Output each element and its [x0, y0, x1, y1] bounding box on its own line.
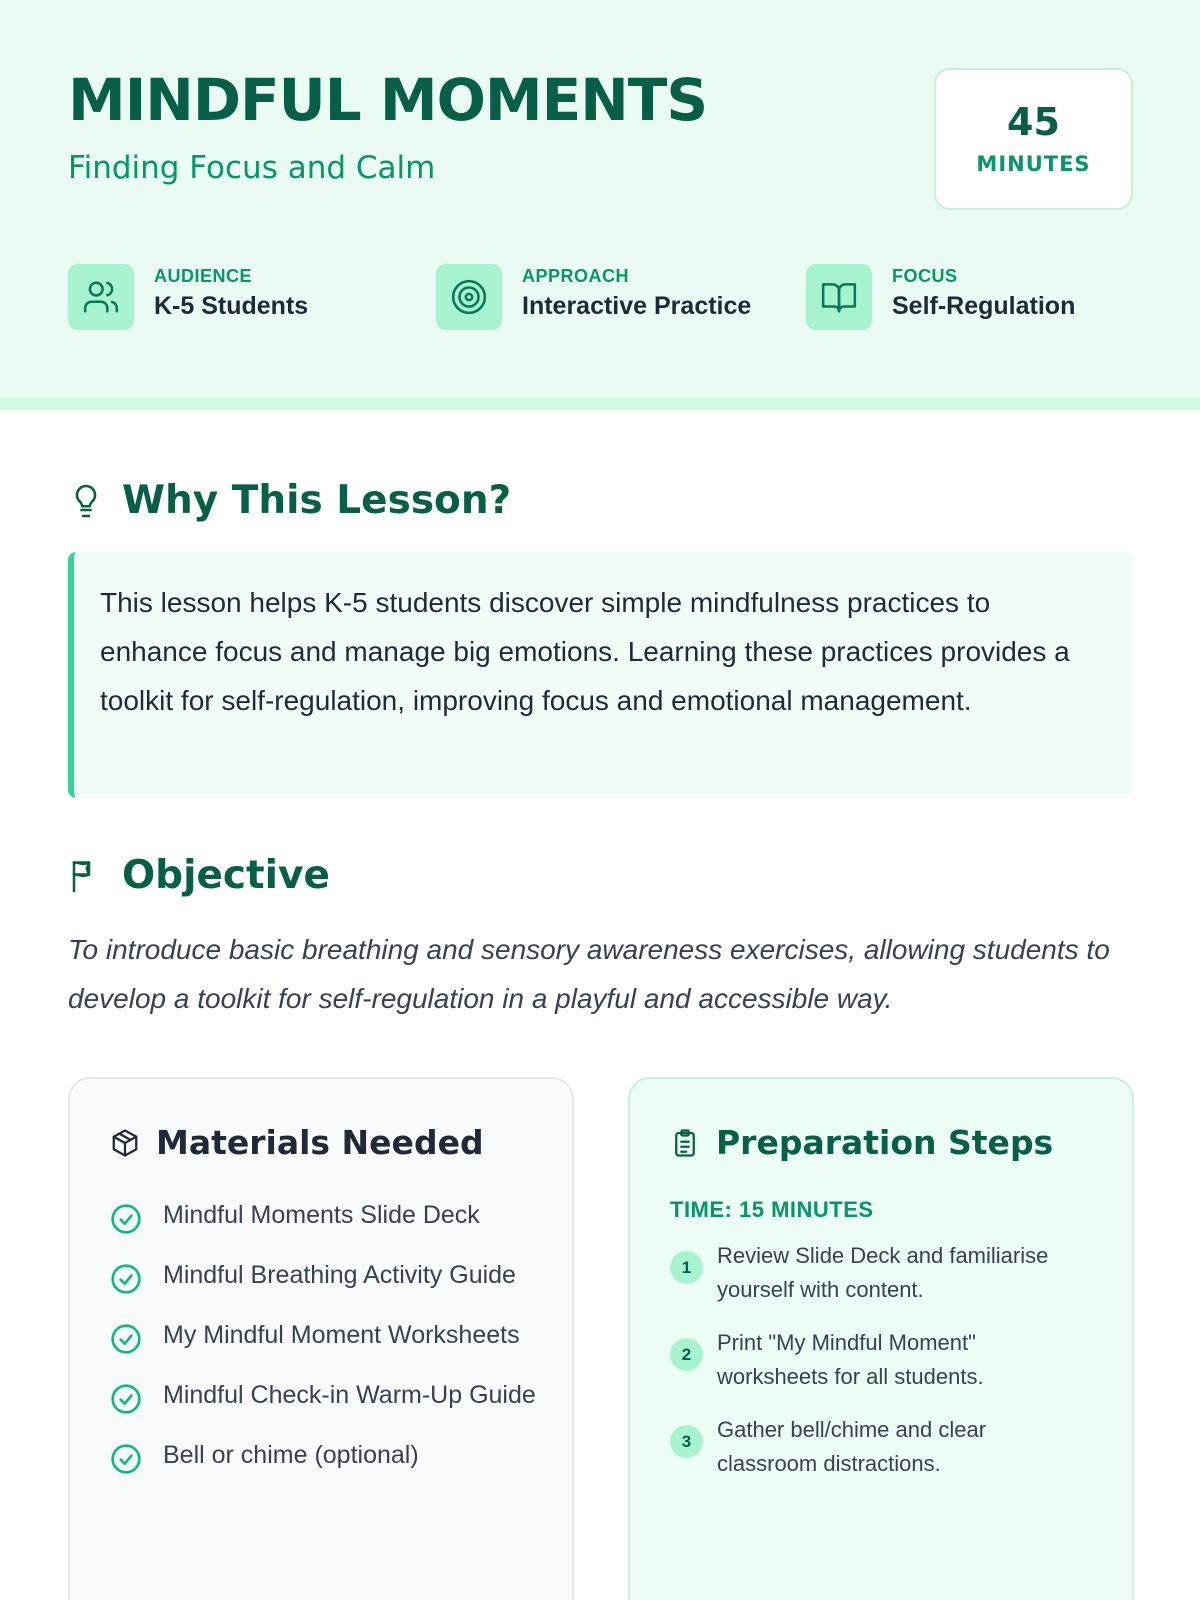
list-item: [670, 1413, 1090, 1481]
preparation-steps: [670, 1239, 1090, 1500]
duration-unit: MINUTES: [976, 152, 1091, 176]
step-text: Print "My Mindful Moment" worksheets for all students.: [717, 1330, 984, 1389]
lightbulb-icon: [68, 482, 104, 520]
preparation-card: [628, 1077, 1134, 1600]
meta-label: AUDIENCE: [154, 266, 253, 286]
book-open-icon: [806, 264, 872, 330]
check-circle-icon: [110, 1383, 142, 1415]
meta-approach: [436, 264, 776, 330]
clipboard-icon: [670, 1128, 700, 1158]
materials-heading-text: Materials Needed: [156, 1123, 484, 1162]
duration-badge: [934, 68, 1133, 210]
preparation-time: TIME: 15 MINUTES: [670, 1197, 874, 1222]
meta-audience: [68, 264, 408, 330]
objective-body: To introduce basic breathing and sensory awareness exercises, allowing students to develop a toolkit for self-regulation in a playful and accessible way.: [68, 934, 1110, 1014]
meta-focus: [806, 264, 1146, 330]
why-heading-text: Why This Lesson?: [122, 478, 512, 523]
check-circle-icon: [110, 1203, 142, 1235]
list-item: [110, 1195, 540, 1235]
list-item: [670, 1326, 1090, 1394]
objective-heading-text: Objective: [122, 853, 330, 898]
flag-icon: [68, 857, 104, 895]
material-text: Mindful Check-in Warm-Up Guide: [163, 1381, 536, 1409]
package-icon: [110, 1128, 140, 1158]
meta-label: APPROACH: [522, 266, 630, 286]
meta-label: FOCUS: [892, 266, 958, 286]
material-text: My Mindful Moment Worksheets: [163, 1321, 520, 1349]
meta-value: K-5 Students: [154, 292, 309, 320]
list-item: [110, 1255, 540, 1295]
step-number: 2: [670, 1338, 703, 1371]
meta-value: Interactive Practice: [522, 292, 752, 320]
list-item: [110, 1375, 540, 1415]
check-circle-icon: [110, 1323, 142, 1355]
why-heading: [68, 478, 511, 523]
material-text: Bell or chime (optional): [163, 1441, 419, 1469]
objective-heading: [68, 853, 330, 898]
why-callout: [68, 552, 1133, 798]
header-divider: [0, 398, 1200, 410]
check-circle-icon: [110, 1263, 142, 1295]
step-text: Gather bell/chime and clear classroom distractions.: [717, 1417, 987, 1476]
list-item: [110, 1315, 540, 1355]
check-circle-icon: [110, 1443, 142, 1475]
duration-value: 45: [1007, 100, 1060, 144]
lesson-title: MINDFUL MOMENTS: [68, 66, 708, 134]
lesson-subtitle: Finding Focus and Calm: [68, 150, 436, 186]
list-item: [670, 1239, 1090, 1307]
material-text: Mindful Moments Slide Deck: [163, 1201, 480, 1229]
preparation-heading: [670, 1123, 1053, 1162]
material-text: Mindful Breathing Activity Guide: [163, 1261, 516, 1289]
step-text: Review Slide Deck and familiarise yourself with content.: [717, 1243, 1049, 1302]
target-icon: [436, 264, 502, 330]
materials-card: [68, 1077, 574, 1600]
meta-value: Self-Regulation: [892, 292, 1076, 320]
preparation-heading-text: Preparation Steps: [716, 1123, 1054, 1162]
materials-heading: [110, 1123, 484, 1162]
users-icon: [68, 264, 134, 330]
materials-list: [110, 1195, 540, 1495]
why-body: This lesson helps K-5 students discover simple mindfulness practices to enhance focus and manage big emotions. Learning these practices provides a toolkit for self-regulation, improving focus and emotional management.: [100, 587, 1070, 716]
step-number: 1: [670, 1251, 703, 1284]
list-item: [110, 1435, 540, 1475]
step-number: 3: [670, 1425, 703, 1458]
